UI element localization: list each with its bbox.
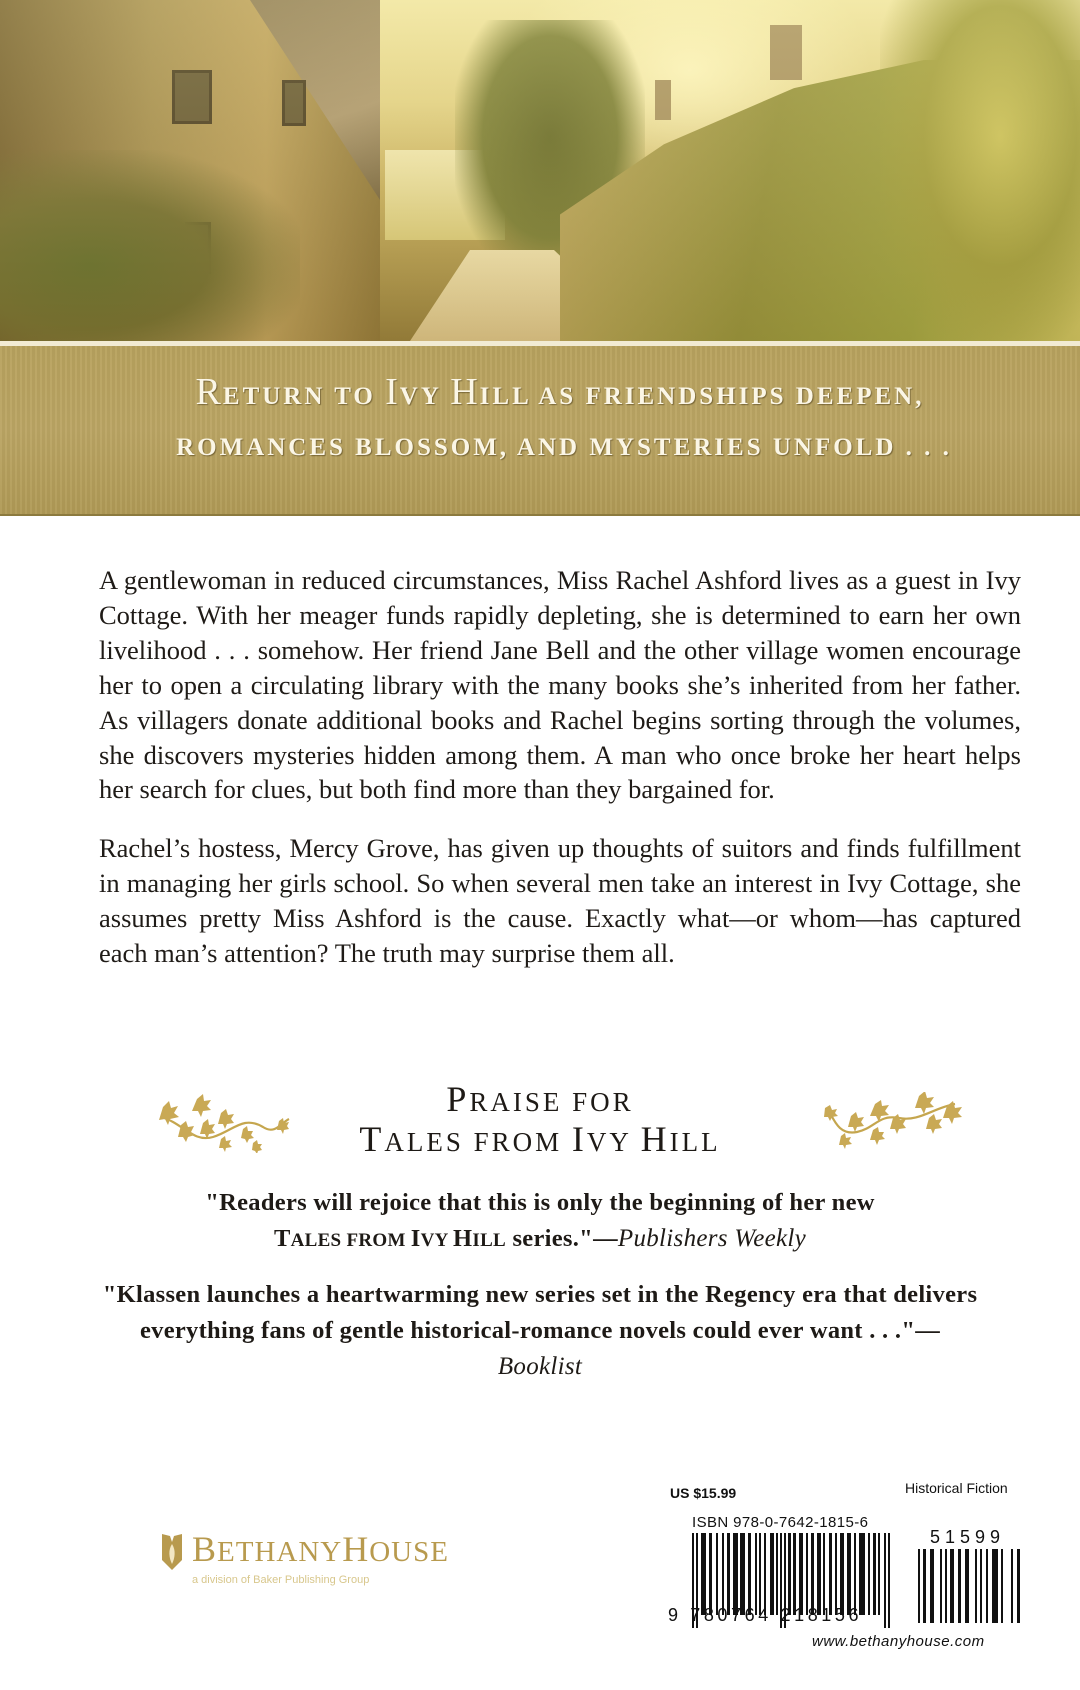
tagline-band	[0, 346, 1080, 516]
ivy-vine-ornament-icon	[823, 1092, 963, 1152]
genre-label: Historical Fiction	[905, 1480, 1008, 1496]
price-addon-barcode	[918, 1545, 1026, 1623]
synopsis	[99, 563, 1021, 995]
tagline-line-2: ROMANCES BLOSSOM, AND MYSTERIES UNFOLD . . .	[176, 434, 952, 461]
bethany-house-book-flame-icon	[160, 1532, 184, 1572]
publisher-name: BETHANYHOUSE	[192, 1529, 449, 1569]
synopsis-paragraph: A gentlewoman in reduced circumstances, Miss Rachel Ashford lives as a guest in Ivy Cottage. With her meager funds rapidly depleting, she is determined to earn her own livelihood . . . somehow. Her friend Jane Bell and the other village women encourage her to open a circulating library with the many books she’s inherited from her father. As villagers donate additional books and Rachel begins sorting through the volumes, she discovers mysteries hidden among them. A man who once broke her heart helps her search for clues, but both find more than they bargained for.	[99, 565, 1021, 805]
review-quote-publishers-weekly: "Readers will rejoice that this is only the beginning of her new TALES FROM IVY HILL series."—Publishers Weekly	[205, 1189, 875, 1252]
praise-heading-line-2: TALES FROM IVY HILL	[359, 1119, 721, 1159]
praise-heading-line-1: PRAISE FOR	[446, 1079, 634, 1119]
cover-photo	[0, 0, 1080, 341]
synopsis-paragraph: Rachel’s hostess, Mercy Grove, has given up thoughts of suitors and finds fulfillment in managing her girls school. So when several men take an interest in Ivy Cottage, she assumes pretty Miss Ashford is the cause. Exactly what—or whom—has captured each man’s attention? The truth may surprise them all.	[99, 833, 1021, 969]
isbn-label: ISBN 978-0-7642-1815-6	[692, 1514, 869, 1531]
publisher-subtitle: a division of Baker Publishing Group	[192, 1574, 370, 1586]
price-label: US $15.99	[670, 1485, 737, 1501]
photo-warm-tint	[0, 0, 1080, 341]
tagline-line-1: RETURN TO IVY HILL AS FRIENDSHIPS DEEPEN,	[195, 371, 925, 413]
quote-source: Booklist	[497, 1353, 583, 1380]
barcode-digits: 9 780764 218156	[668, 1605, 863, 1625]
review-quote-booklist: "Klassen launches a heartwarming new series set in the Regency era that delivers everything fans of gentle historical-romance novels could ever want . . ."—Booklist	[102, 1281, 978, 1380]
publisher-website: www.bethanyhouse.com	[812, 1633, 985, 1650]
quote-source: Publishers Weekly	[617, 1225, 807, 1252]
price-addon-digits: 51599	[930, 1527, 1006, 1547]
